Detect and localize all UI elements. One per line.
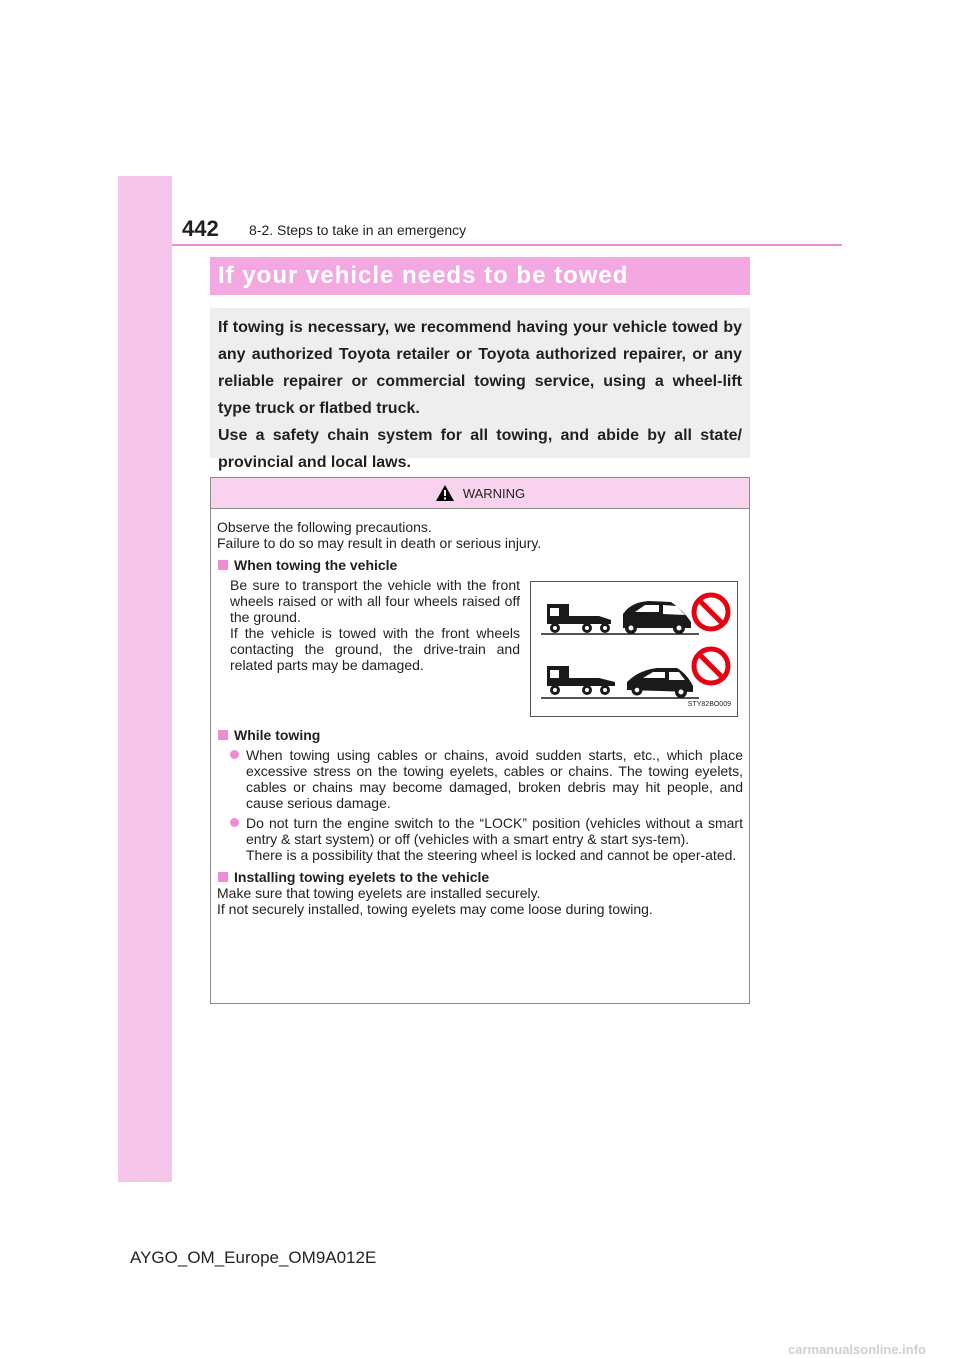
section-heading-towing: [217, 557, 743, 573]
bullet-text: When towing using cables or chains, avoid sudden starts, etc., which place excessive stress on the towing eyelets, cables or chains. The towing eyelets, cables or chains may become damaged, broken debris may hit people, and cause serious damage.: [246, 747, 743, 811]
section-heading-while-towing: [217, 727, 743, 743]
intro-box: [210, 308, 750, 471]
warning-lead-1: Observe the following precautions.: [217, 519, 432, 535]
intro-paragraph-2: Use a safety chain system for all towing, and abide by all state/ provincial and local laws.: [218, 427, 742, 471]
round-bullet-icon: [230, 750, 239, 759]
warning-label: WARNING: [462, 485, 526, 501]
round-bullet-icon: [230, 818, 239, 827]
eyelets-line-1: Make sure that towing eyelets are installed securely.: [217, 885, 541, 901]
tow-scene-bottom: [541, 666, 699, 698]
document-footer: AYGO_OM_Europe_OM9A012E: [130, 1248, 377, 1267]
bullet-text: There is a possibility that the steering wheel is locked and cannot be oper-ated.: [246, 847, 737, 863]
bullet-text: Do not turn the engine switch to the “LOCK” position (vehicles without a smart entry & start system) or off (vehicles with a smart entry & start sys-tem).: [246, 815, 743, 847]
section-heading-text: Installing towing eyelets to the vehicle: [234, 869, 490, 885]
towing-row: [217, 577, 743, 717]
page-number: 442: [182, 216, 219, 241]
towing-line-1: Be sure to transport the vehicle with the front wheels raised or with all four wheels raised off the ground.: [230, 577, 520, 625]
towing-text: [217, 577, 520, 717]
watermark: carmanualsonline.info: [788, 1342, 926, 1357]
chapter-title: 8-2. Steps to take in an emergency: [249, 222, 467, 238]
eyelets-line-2: If not securely installed, towing eyelets may come loose during towing.: [217, 901, 653, 917]
square-bullet-icon: [218, 560, 228, 570]
section-heading-text: While towing: [234, 727, 321, 743]
warning-triangle-icon: [435, 484, 455, 502]
warning-box: [210, 477, 750, 1004]
square-bullet-icon: [218, 730, 228, 740]
side-tab-band: [118, 176, 172, 1182]
section-heading-text: When towing the vehicle: [234, 557, 398, 573]
prohibited-icon: [694, 649, 728, 683]
bullet-item: [230, 815, 743, 863]
tow-scene-top: [541, 601, 699, 634]
tow-truck-diagram: [531, 582, 737, 716]
towing-illustration: [530, 581, 738, 717]
header-rule: [172, 244, 842, 246]
warning-header: [211, 478, 749, 509]
section-title: If your vehicle needs to be towed: [210, 257, 750, 295]
section-heading-eyelets: [217, 869, 743, 885]
prohibited-icon: [694, 595, 728, 629]
towing-line-2: If the vehicle is towed with the front wheels contacting the ground, the drive-train and related parts may be damaged.: [230, 625, 520, 673]
figure-code: STY82BO009: [687, 701, 731, 708]
warning-body: [211, 509, 749, 917]
bullet-text-block: [246, 815, 743, 863]
bullet-item: [230, 747, 743, 811]
intro-paragraph-1: If towing is necessary, we recommend having your vehicle towed by any authorized Toyota retailer or Toyota authorized repairer, or any reliable repairer or commercial towing service, using a wheel-lift type truck or flatbed truck.: [218, 319, 742, 417]
warning-lead-2: Failure to do so may result in death or serious injury.: [217, 535, 542, 551]
square-bullet-icon: [218, 872, 228, 882]
